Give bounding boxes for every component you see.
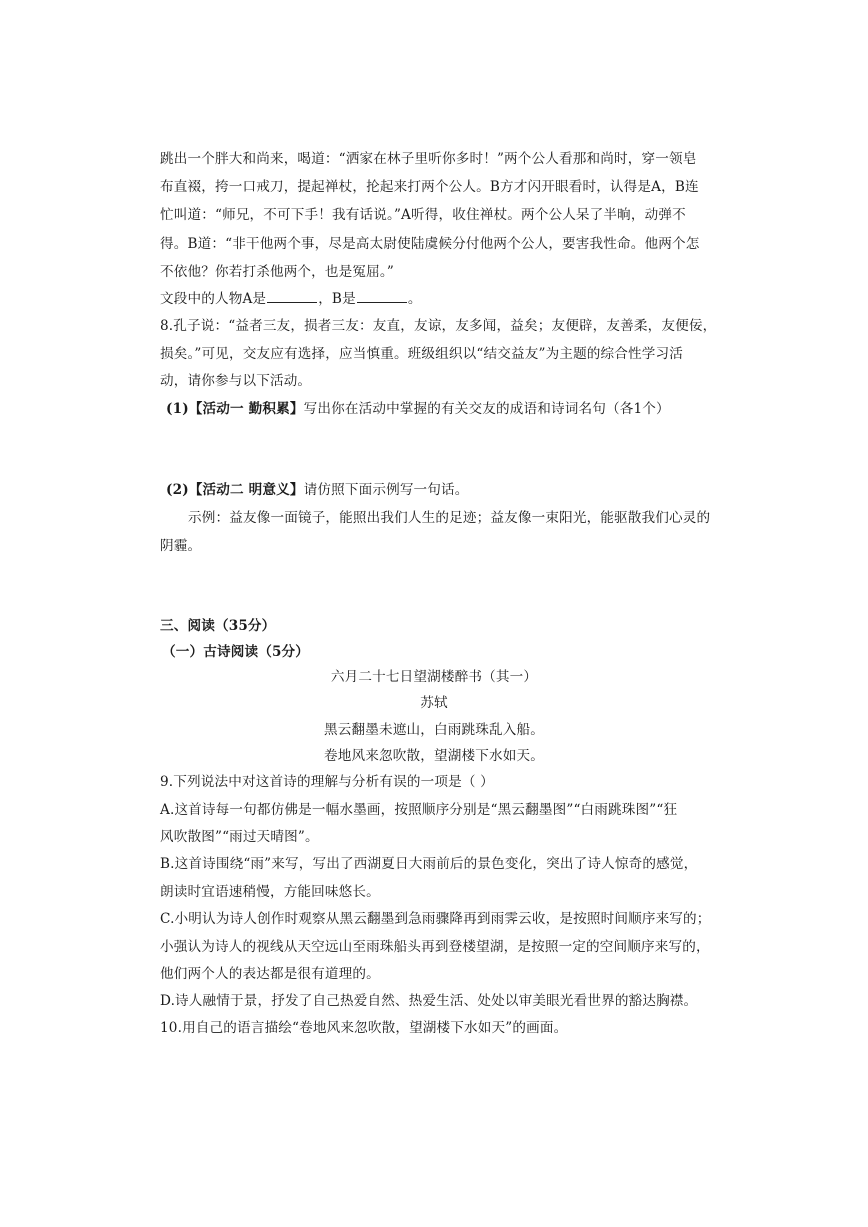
q7-prefix: 文段中的人物A是 [160,291,267,307]
q9-stem: 9.下列说法中对这首诗的理解与分析有误的一项是（ ） [160,774,494,790]
q8-sub-1 [166,400,670,418]
example-line-1: 示例：益友像一面镜子，能照出我们人生的足迹；益友像一束阳光，能驱散我们心灵的 [188,510,711,526]
part-1-title: （一）古诗阅读（5分） [162,644,310,660]
q8-sub-1-label: (1)【活动一 勤积累】 [166,401,304,417]
q9-option-b-line-2: 朗读时宜语速稍慢，方能回味悠长。 [160,884,380,900]
question-7 [160,290,422,308]
answer-blank-b[interactable] [357,291,407,303]
q9-option-a-line-2: 风吹散图”“雨过天晴图”。 [160,829,319,845]
q9-option-c-line-2: 小强认为诗人的视线从天空远山至雨珠船头再到登楼望湖，是按照一定的空间顺序来写的， [160,939,710,955]
passage-line-4: 得。B道：“非干他两个事，尽是高太尉使陆虞候分付他两个公人，要害我性命。他两个怎 [160,236,700,252]
q8-line-2: 损矣。”可见，交友应有选择，应当慎重。班级组织以“结交益友”为主题的综合性学习活 [160,346,684,362]
passage-line-1: 跳出一个胖大和尚来，喝道：“洒家在林子里听你多时！”两个公人看那和尚时，穿一领皂 [160,151,697,167]
poem-line-1: 黑云翻墨未遮山，白雨跳珠乱入船。 [324,722,544,738]
q8-sub-1-text: 写出你在活动中掌握的有关交友的成语和诗词名句（各1个） [303,401,670,417]
q9-option-b-line-1: B.这首诗围绕“雨”来写，写出了西湖夏日大雨前后的景色变化，突出了诗人惊奇的感觉， [160,856,698,872]
section-3-title: 三、阅读（35分） [160,618,276,634]
q8-sub-2-label: (2)【活动二 明意义】 [166,482,304,498]
example-line-2: 阴霾。 [160,538,202,554]
q9-option-c-line-3: 他们两个人的表达都是很有道理的。 [160,966,380,982]
q9-option-a-line-1: A.这首诗每一句都仿佛是一幅水墨画，按照顺序分别是“黑云翻墨图”“白雨跳珠图”“狂 [160,802,678,818]
passage-line-3: 忙叫道：“师兄，不可下手！我有话说。”A听得，收住禅杖。两个公人呆了半晌，动弹不 [160,207,686,223]
q8-line-3: 动，请你参与以下活动。 [160,373,312,389]
answer-blank-a[interactable] [267,291,317,303]
q8-sub-2 [166,481,469,499]
q7-middle: ，B是 [318,291,356,307]
passage-line-5: 不依他？你若打杀他两个，也是冤屈。” [160,264,394,280]
q7-suffix: 。 [407,291,422,307]
q8-sub-2-text: 请仿照下面示例写一句话。 [303,482,469,498]
passage-line-2: 布直裰，挎一口戒刀，提起禅杖，抡起来打两个公人。B方才闪开眼看时，认得是A，B连 [160,179,699,195]
poem-author: 苏轼 [420,695,448,711]
poem-line-2: 卷地风来忽吹散，望湖楼下水如天。 [324,748,544,764]
q9-option-c-line-1: C.小明认为诗人创作时观察从黑云翻墨到急雨骤降再到雨霁云收，是按照时间顺序来写的； [160,911,711,927]
q10-stem: 10.用自己的语言描绘“卷地风来忽吹散，望湖楼下水如天”的画面。 [160,1020,568,1036]
poem-title: 六月二十七日望湖楼醉书（其一） [330,669,538,685]
q8-line-1: 8.孔子说：“益者三友，损者三友：友直，友谅，友多闻，益矣；友便辟，友善柔，友便佞， [160,318,717,334]
q9-option-d-line-1: D.诗人融情于景，抒发了自己热爱自然、热爱生活、处处以审美眼光看世界的豁达胸襟。 [160,993,698,1009]
